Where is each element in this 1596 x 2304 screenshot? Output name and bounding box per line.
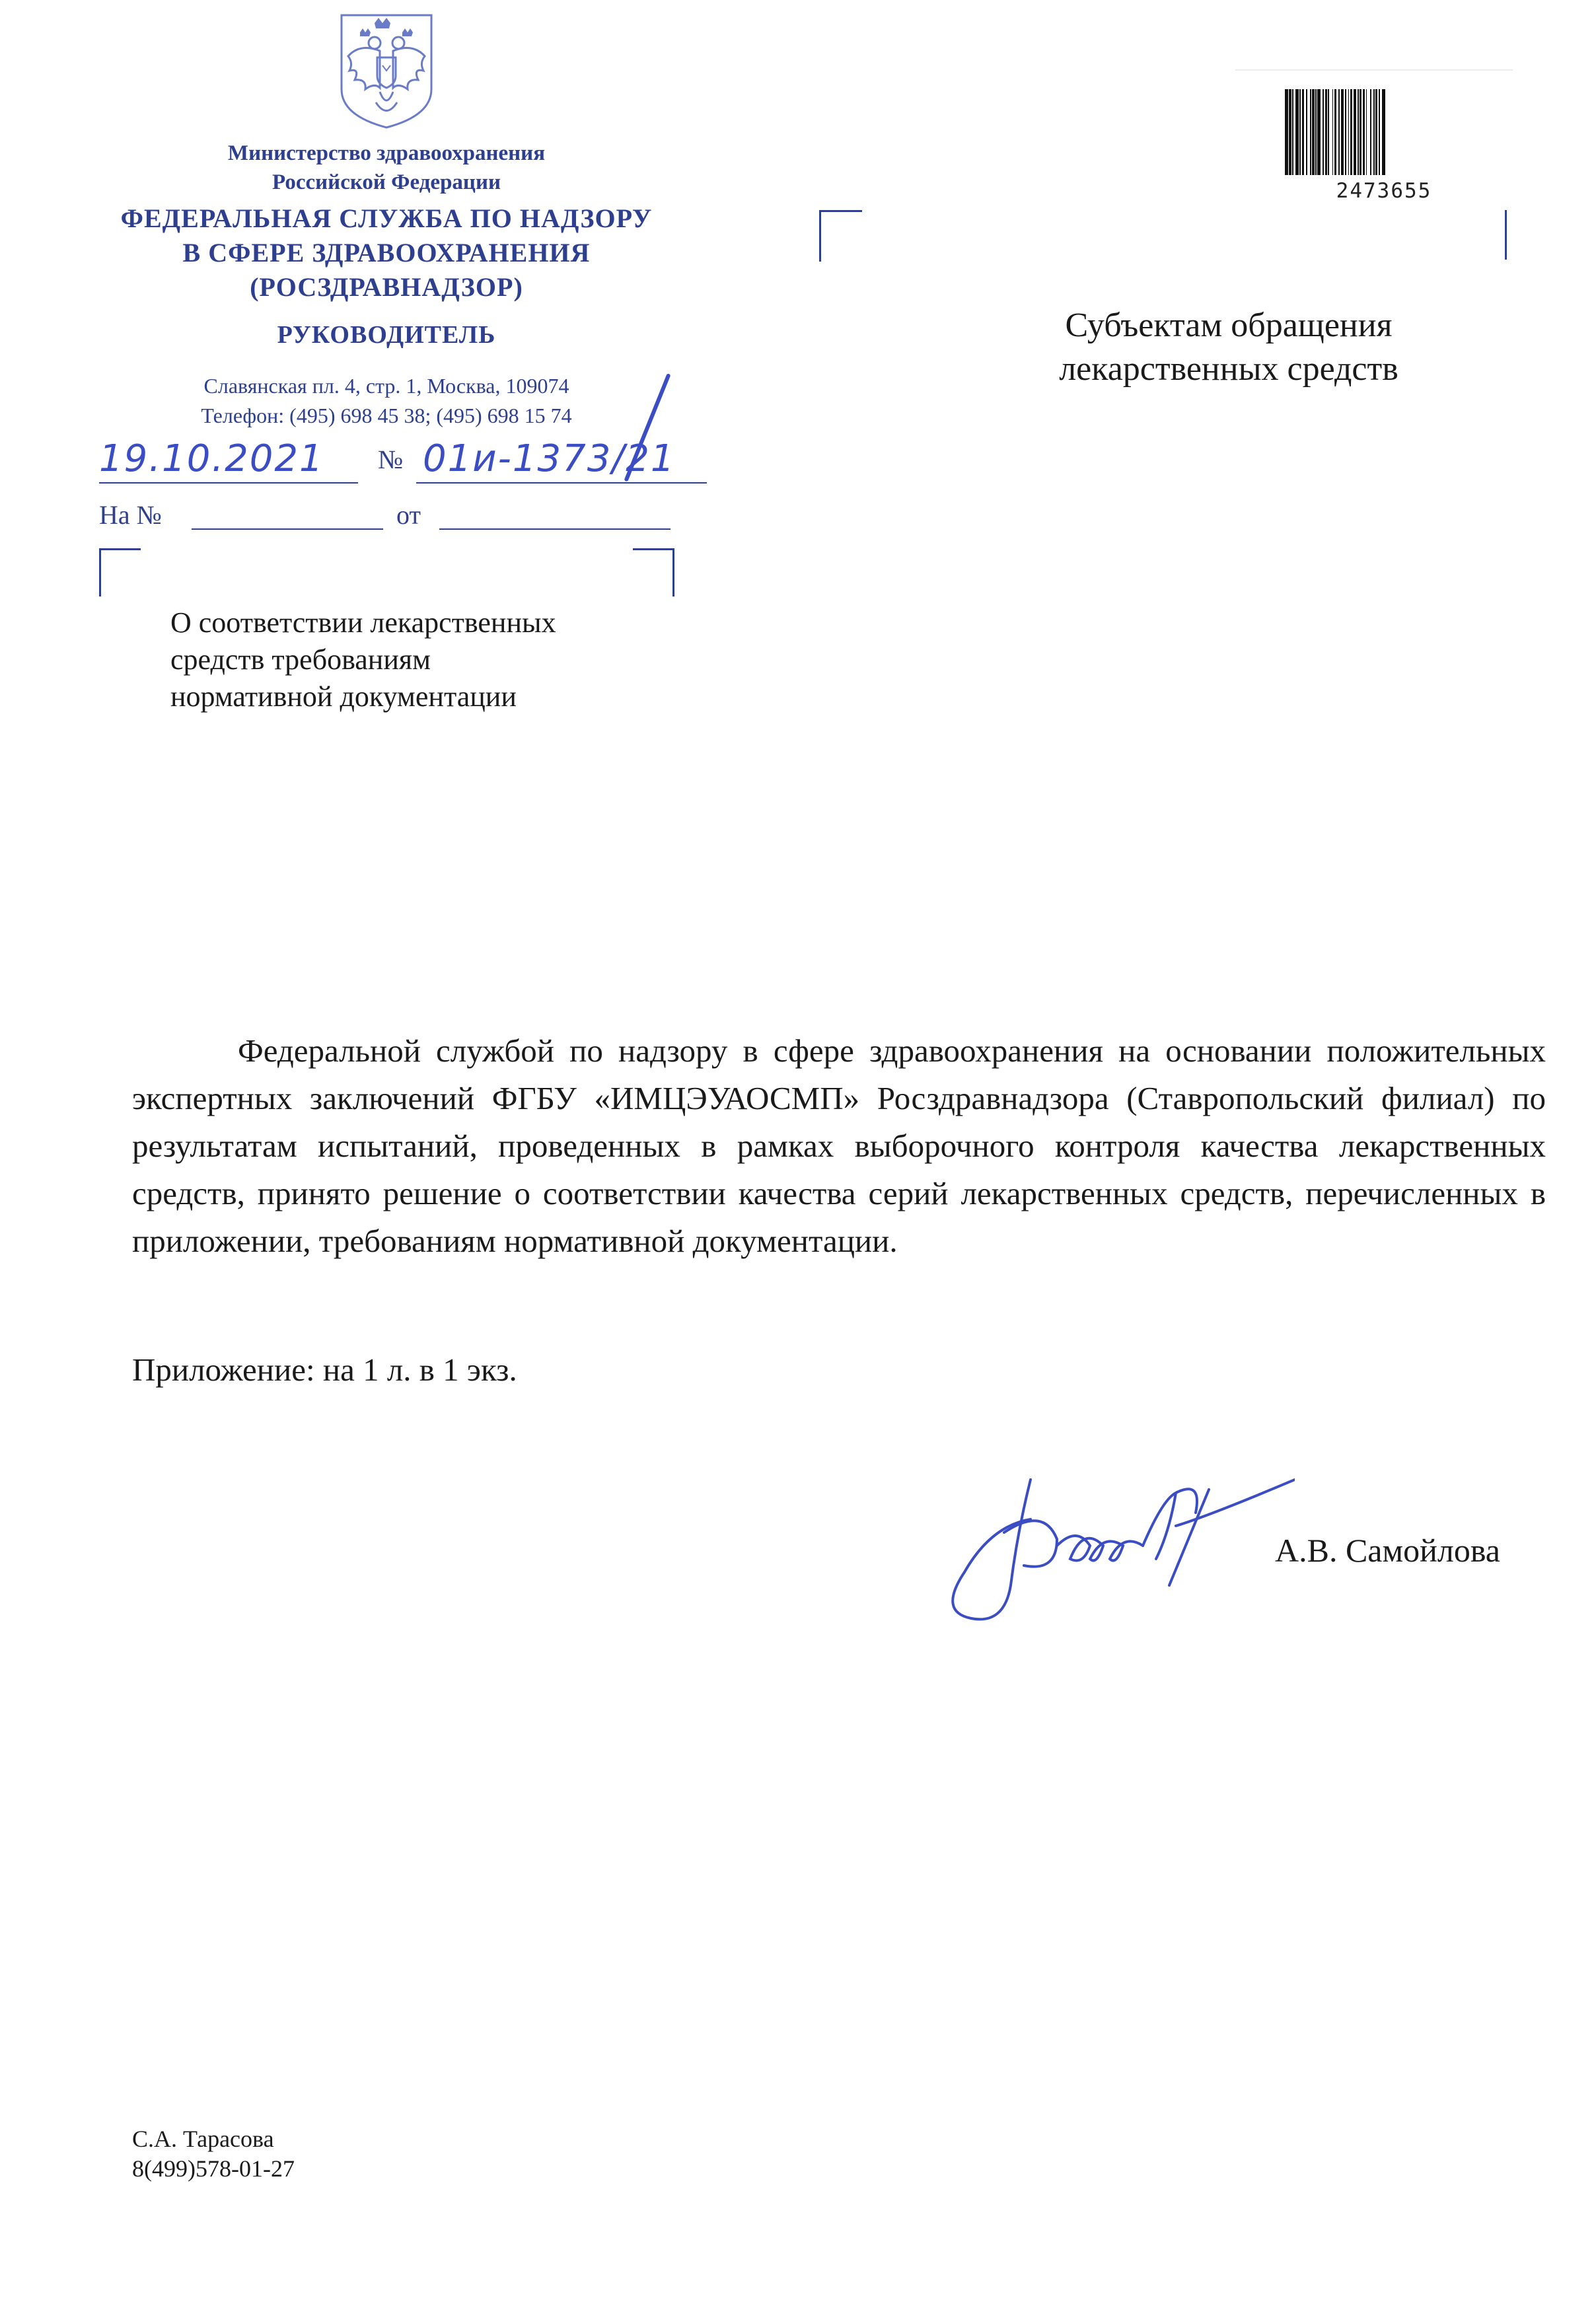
letterhead-phone: Телефон: (495) 698 45 38; (495) 698 15 74 — [201, 404, 572, 427]
reference-row — [99, 499, 694, 539]
executor-phone: 8(499)578-01-27 — [132, 2155, 295, 2182]
letterhead-address: Славянская пл. 4, стр. 1, Москва, 109074 — [203, 374, 569, 398]
barcode — [1285, 89, 1483, 211]
attachment-note: Приложение: на 1 л. в 1 экз. — [132, 1351, 517, 1388]
barcode-number: 2473655 — [1336, 179, 1432, 203]
registration-date: 19.10.2021 — [99, 437, 324, 480]
ref-number-line — [192, 528, 383, 530]
service-line-1: ФЕДЕРАЛЬНАЯ СЛУЖБА ПО НАДЗОРУ — [120, 203, 653, 233]
ref-from-label: от — [396, 500, 421, 530]
faint-top-line — [1235, 69, 1513, 71]
recipient-line-2: лекарственных средств — [1059, 350, 1398, 388]
subject-corner-left — [99, 548, 141, 596]
address-corner-left — [819, 210, 862, 262]
recipient — [925, 304, 1533, 391]
handwritten-signature — [925, 1453, 1295, 1651]
service-line-3: (РОСЗДРАВНАДЗОР) — [250, 272, 523, 302]
letterhead-contacts — [106, 371, 667, 431]
number-underline — [416, 482, 707, 484]
ministry-line-1: Министерство здравоохранения — [227, 141, 546, 165]
barcode-bars — [1285, 89, 1483, 175]
ref-date-line — [439, 528, 671, 530]
executor-name: С.А. Тарасова — [132, 2126, 274, 2152]
recipient-line-1: Субъектам обращения — [1065, 306, 1393, 344]
address-corner-right-mark — [1505, 210, 1507, 260]
subject-line-3: нормативной документации — [170, 680, 517, 713]
service-line-2: В СФЕРЕ ЗДРАВООХРАНЕНИЯ — [182, 238, 591, 268]
registration-number: 01и-1373/21 — [423, 437, 676, 480]
signer-name: А.В. Самойлова — [1275, 1532, 1500, 1569]
subject-line-2: средств требованиям — [170, 643, 431, 676]
head-title: РУКОВОДИТЕЛЬ — [277, 321, 496, 349]
barcode-bar — [1382, 89, 1385, 175]
ref-number-label: На № — [99, 500, 162, 530]
russian-coat-of-arms-icon — [334, 10, 439, 132]
subject-line-1: О соответствии лекарственных — [170, 606, 556, 639]
subject-corner-right — [633, 548, 674, 596]
ministry-name — [116, 139, 657, 197]
date-underline — [99, 482, 358, 484]
ministry-line-2: Российской Федерации — [272, 170, 501, 194]
number-sign: № — [378, 445, 404, 474]
service-name — [66, 201, 707, 305]
body-paragraph: Федеральной службой по надзору в сфере здравоохранения на основании положительных экспертных заключений ФГБУ «ИМЦЭУАОСМП» Росздравнадзора (Ставропольский филиал) по результатам испытаний, проведенных в рамках выборочного контроля качества лекарственных средств, принято решение о соответствии качества серий лекарственных средств, перечисленных в приложении, требованиям нормативной документации. — [132, 1032, 1546, 1259]
letter-subject — [170, 604, 699, 715]
